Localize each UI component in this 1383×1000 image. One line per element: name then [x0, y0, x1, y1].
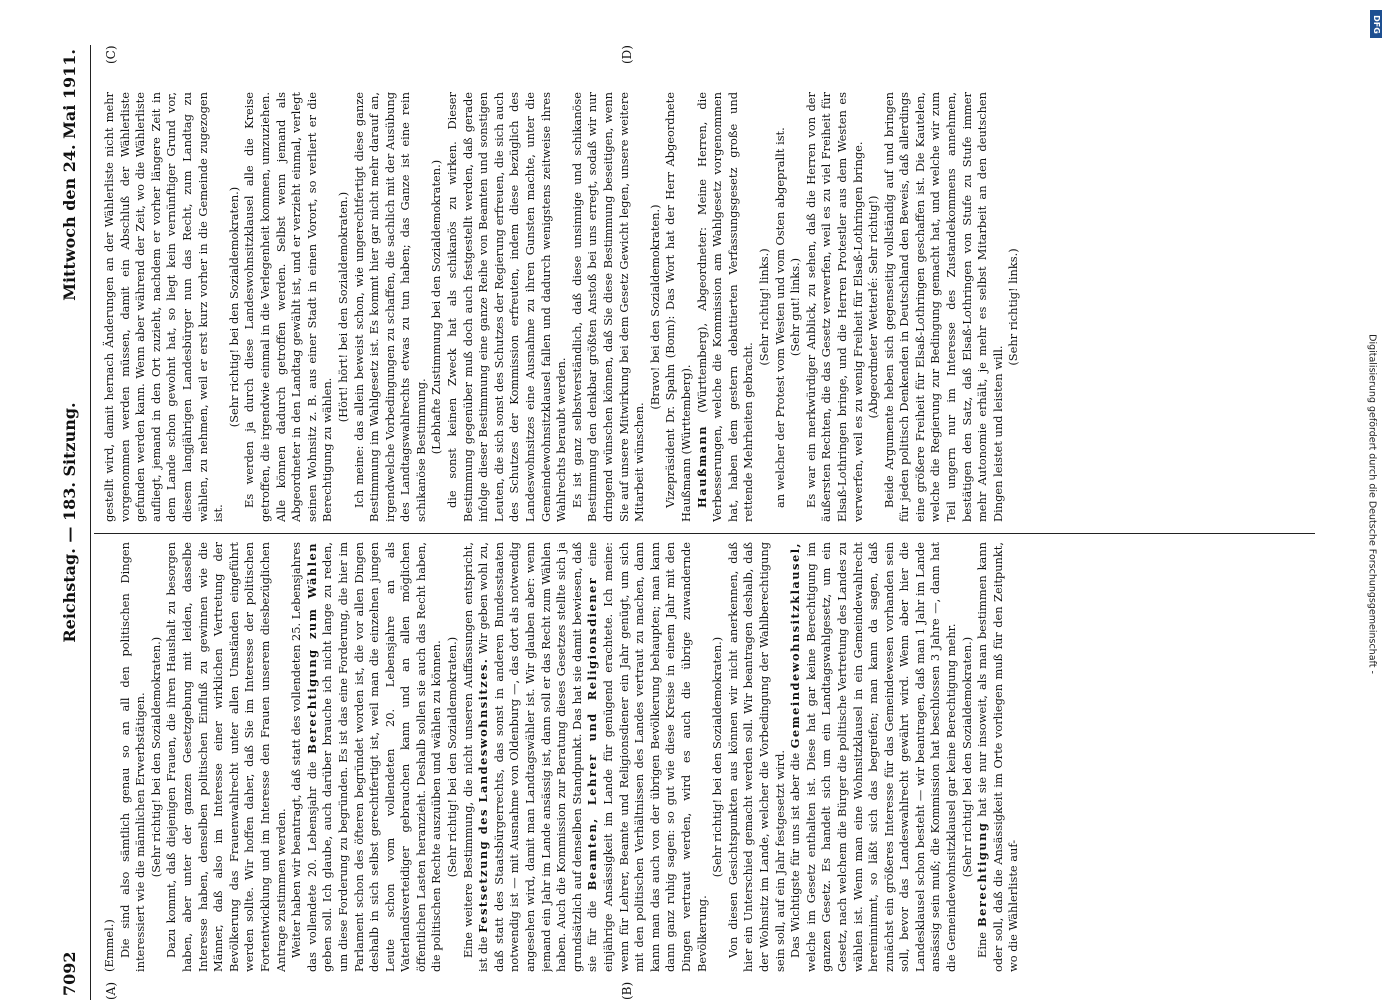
digitization-credit: Digitalisierung gefördert durch die Deutsche Forschungsgemeinschaft - [1366, 334, 1378, 674]
interjection: (Sehr richtig! links.) [756, 248, 771, 366]
margin-marker-b: (B) [620, 981, 634, 1000]
margin-marker-d: (D) [620, 45, 634, 64]
paragraph-text: Wir geben wohl zu, daß statt des Staatsbürgerrechts, das sonst in anderen Bundesstaaten notwendig ist — mit Ausnahme von Oldenburg —, das dort als notwendig angesehen wird, damit man Landtagswähler ist. Wir glauben aber: wenn jemand ein Jahr im Lande ansässig ist, dann soll er das Recht zum Wählen haben. Auch die Kommission zur Beratung dieses Gesetzes stellte sich ja grundsätzlich auf denselben Standpunkt. Das hat sie damit bewiesen, daß sie für die [476, 542, 600, 972]
speaker-name-continued: (Emmel.) [102, 919, 116, 972]
emphasis-term: Gemeindewohnsitzklausel, [788, 542, 803, 749]
paragraph: Dazu kommt, daß diejenigen Frauen, die ihren Haushalt zu besorgen haben, aber unter der ganzen Gesetzgebung mit leiden, dasselbe Interesse haben, denselben politischen Einfluß zu gewinnen wie die Männer, daß also im Interesse einer wirklichen Vertretung der Bevölkerung das Frauenwahlrecht unter allen Umständen eingeführt werden sollte. Wir hoffen daher, daß Sie im Interesse der politischen Fortentwicklung und im Interesse den Frauen unserem diesbezüglichen Antrage zustimmen werden. [164, 542, 288, 972]
paragraph-text: geben soll. Ich glaube, auch darüber brauche ich nicht lange zu reden, um diese Forderung zu begründen. Es ist das eine Forderung, die hier im Parlament schon des öfteren begründet worden ist, die vor allen Dingen deshalb in sich selbst gerechtfertigt ist, weil man die einzelnen jungen Leute schon vom vollendeten 20. Lebensjahre an als Vaterlandsverteidiger gebrauchen kann und an allen möglichen öffentlichen Lasten heranzieht. Deshalb sollen sie auch das Recht haben, die politischen Rechte auszuüben und wählen zu können. [320, 542, 444, 972]
page-number: 7092 [60, 951, 79, 996]
interjection: (Sehr richtig! bei den Sozialdemokraten.) [445, 636, 460, 878]
dfg-logo [1370, 10, 1382, 38]
paragraph: Die sind also sämtlich genau so an all den politischen Dingen interessiert wie die männlichen Erwerbstätigen. [117, 542, 148, 972]
paragraph-text: (Württemberg), Abgeordneter: Meine Herren, die Verbesserungen, welche die Kommission am Wahlgesetz vorgenommen hat, haben dem gestern debattierten Verfassungsgesetz große und rettende Mehrheiten gebracht. [694, 92, 756, 522]
paragraph-text: eine einjährige Ansässigkeit im Lande für genügend erachtete. Ich meine: wenn für Lehrer, Beamte und Religionsdiener ein Jahr genügt, um sich mit den politischen Verhältnissen des Landes vertraut zu machen, dann kann man das auch von der übrigen Bevölkerung behaupten; man kann dann ganz ruhig sagen: so gut wie diese Kreise in einem Jahr mit den Dingen vertraut werden, wird es auch die übrige zuwandernde Bevölkerung. [585, 542, 709, 972]
paragraph [289, 542, 445, 972]
paragraph-text: Eine [975, 931, 990, 958]
paragraph-text: Eine weitere Bestimmung, die nicht unseren Auffassungen entspricht, ist die [460, 542, 491, 972]
emphasis-term: Berechtigung [975, 821, 990, 928]
margin-marker-c: (C) [104, 45, 118, 64]
interjection: (Bravo! bei den Sozialdemokraten.) [647, 204, 662, 410]
paragraph [695, 92, 757, 522]
paragraph: Von diesen Gesichtspunkten aus können wir nicht anerkennen, daß hier ein Unterschied gemacht werden soll. Wir beantragen deshalb, daß der Wohnsitz im Lande, welcher die Vorbedingung der Wahlberechtigung sein soll, auf ein Jahr festgesetzt wird. [725, 542, 787, 972]
interjection: (Sehr gut! links.) [788, 257, 803, 357]
paragraph [975, 542, 1022, 972]
emphasis-term: Festsetzung des Landeswohnsitzes. [476, 657, 491, 933]
paragraph: Beide Argumente heben sich gegenseitig vollständig auf und bringen für jeden politisch Denkenden in Deutschland den Beweis, daß allerdings eine größere Freiheit für Elsaß-Lothringen geschaffen ist. Die Kautelen, welche die Regierung zur Bedingung gemacht hat, und welche wir zum Teil ungern nur im Interesse des Zustandekommens annehmen, bestätigen den Satz, daß Elsaß-Lothringen von Stufe zu Stufe immer mehr Autonomie erhält, je mehr es selbst Mitarbeit an den deutschen Dingen leistet und leisten will. [881, 92, 1005, 522]
paragraph: Vizepräsident Dr. Spahn (Bonn): Das Wort hat der Herr Abgeordnete Haußmann (Württemberg). [663, 92, 693, 522]
emphasis-term: Beamten, Lehrer und Religionsdiener [585, 576, 600, 891]
paragraph-text: Weiter haben wir beantragt, daß statt des vollendeten 25. Lebensjahres das vollendete 20. Lebensjahr die [289, 542, 319, 972]
page-header [50, 45, 91, 1000]
right-column [102, 92, 1319, 522]
paragraph: gestellt wird, damit hernach Änderungen an der Wählerliste nicht mehr vorgenommen werden müssen, damit ein Abschluß der Wählerliste gefunden werden kann. Wenn aber während der Zeit, wo die Wählerliste aufliegt, jemand in den Ort zuzieht, nachdem er vorher längere Zeit in dem Lande schon gewohnt hat, so liegt kein vernünftiger Grund vor, diesem langjährigen Landesbürger nun das Recht, zum Landtag zu wählen, zu nehmen, weil er erst kurz vorher in die Gemeinde zugezogen ist. [102, 92, 226, 522]
left-column [102, 542, 1319, 972]
paragraph: Es werden ja durch diese Landeswohnsitzklausel alle die Kreise getroffen, die irgendwie einmal in die Verlegenheit kommen, umzuziehen. Alle können dadurch getroffen werden. Selbst wenn jemand als Abgeordneter in den Landtag gewählt ist, und er verzieht einmal, verlegt seinen Wohnsitz z. B. aus einer Stadt in einen Vorort, so verliert er die Berechtigung zu wählen. [242, 92, 335, 522]
interjection: (Sehr richtig! bei den Sozialdemokraten.) [710, 636, 725, 878]
column-divider [94, 533, 1315, 534]
interjection: (Lebhafte Zustimmung bei den Sozialdemokraten.) [429, 159, 444, 455]
paragraph: Ich meine: das allein beweist schon, wie ungerechtfertigt diese ganze Bestimmung im Wahlgesetz ist. Es kommt hier gar nicht mehr darauf an, irgendwelche Vorbedingungen zu schaffen, die sachlich mit der Ausübung des Landtagswahlrechts etwas zu tun haben; das Ganze ist eine rein schikanöse Bestimmung. [351, 92, 428, 522]
interjection: (Sehr richtig! bei den Sozialdemokraten.) [148, 636, 163, 878]
paragraph: Es war ein merkwürdiger Anblick, zu sehen, daß die Herren von der äußersten Rechten, die das Gesetz verwerfen, weil es zu viel Freiheit für Elsaß-Lothringen bringe, und die Herren Protestler aus dem Westen es verwerfen, weil es zu wenig Freiheit für Elsaß-Lothringen bringe. [803, 92, 865, 522]
session-date: Mittwoch den 24. Mai 1911. [60, 49, 79, 301]
margin-marker-a: (A) [104, 981, 118, 1000]
paragraph: die sonst keinen Zweck hat als schikanös zu wirken. Dieser Bestimmung gegenüber muß doch auch festgestellt werden, daß gerade infolge dieser Bestimmung eine ganze Reihe von Beamten und sonstigen Leuten, die sich sonst des Schutzes der Regierung erfreuen, die sich auch des Schutzes der Kommission erfreuten, indem diese bezüglich des Landeswohnsitzes eine Ausnahme zu ihren Gunsten machte, unter die Gemeindewohnsitzklausel fallen und dadurch wenigstens zeitweise ihres Wahlrechts beraubt werden. [445, 92, 569, 522]
paragraph [461, 542, 711, 972]
paragraph-text: welche im Gesetz enthalten ist. Diese hat gar keine Berechtigung im ganzen Gesetz. Es handelt sich um ein Landtagswahlgesetz, um ein Gesetz, nach welchem die Bürger die politische Vertretung des Landes zu wählen ist. Wenn man eine Wohnsitzklausel in ein Gemeindewahlrecht hereinnimmt, so läßt sich das begreifen; man kann da sagen, daß zunächst ein größeres Interesse für das Gemeindewesen vorhanden sein soll, bevor das Landeswahlrecht gewährt wird. Wenn aber hier die Landesklausel schon besteht — wir beantragen, daß man 1 Jahr im Lande ansässig sein muß; die Kommission hat beschlossen 3 Jahre —, dann hat die Gemeindewohnsitzklausel gar keine Berechtigung mehr. [803, 542, 959, 972]
interjection: (Sehr richtig! links.) [1006, 248, 1021, 366]
emphasis-term: Berechtigung zum Wählen [304, 542, 319, 754]
interjection: (Sehr richtig! bei den Sozialdemokraten.) [226, 186, 241, 428]
paragraph: an welcher der Protest vom Westen und vom Osten abgeprallt ist. [772, 127, 787, 508]
paragraph [788, 542, 960, 972]
interjection: (Hört! hört! bei den Sozialdemokraten.) [335, 191, 350, 423]
speaker-name: Haußmann [694, 424, 709, 508]
paragraph-text: hat sie nur insoweit, als man bestimmen kann oder soll, daß die Ansässigkeit im Orte vorliegen muß für den Zeitpunkt, wo die Wählerliste auf- [975, 542, 1021, 972]
paragraph: Es ist ganz selbstverständlich, daß diese unsinnige und schikanöse Bestimmung den denkbar größten Anstoß bei uns erregt, sodaß wir nur dringend wünschen können, daß Sie diese Bestimmung beseitigen, wenn Sie auf unsere Mitwirkung bei dem Gesetz Gewicht legen, unsere weitere Mitarbeit wünschen. [569, 92, 647, 522]
interjection: (Sehr richtig! bei den Sozialdemokraten.) [959, 636, 974, 878]
paragraph-text: Das Wichtigste für uns ist aber die [788, 752, 803, 958]
dfg-logo-text: DFG [1371, 14, 1381, 34]
running-title: Reichstag. — 183. Sitzung. [60, 402, 79, 643]
document-page [50, 45, 1325, 1000]
interjection: (Abgeordneter Wetterlé: Sehr richtig!) [866, 195, 881, 419]
